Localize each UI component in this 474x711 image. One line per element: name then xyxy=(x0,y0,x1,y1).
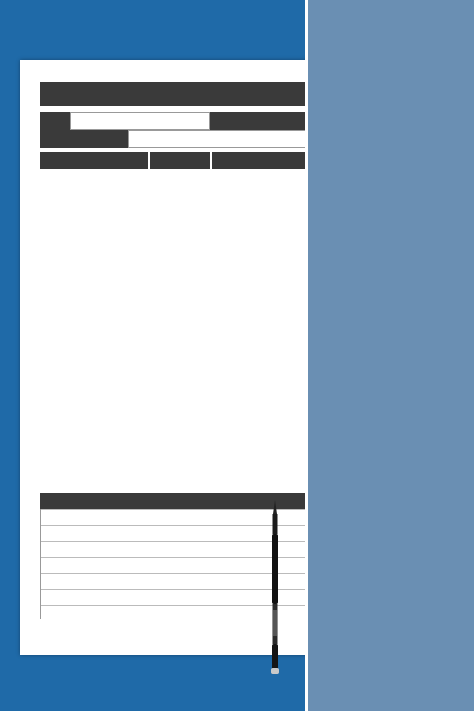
page-title xyxy=(40,82,320,106)
info-row-date xyxy=(40,112,320,130)
pool-id-field[interactable] xyxy=(128,130,320,148)
table-header xyxy=(40,152,320,169)
date-field[interactable] xyxy=(70,112,210,130)
pool-id-label xyxy=(40,130,128,148)
header-checked xyxy=(150,152,210,169)
pen-icon xyxy=(268,500,282,675)
date-label xyxy=(40,112,70,130)
days-since-label xyxy=(210,112,310,130)
header-checklist xyxy=(40,152,148,169)
info-row-pool xyxy=(40,130,320,148)
pool-tile-mosaic xyxy=(305,0,474,711)
header-notes xyxy=(212,152,320,169)
